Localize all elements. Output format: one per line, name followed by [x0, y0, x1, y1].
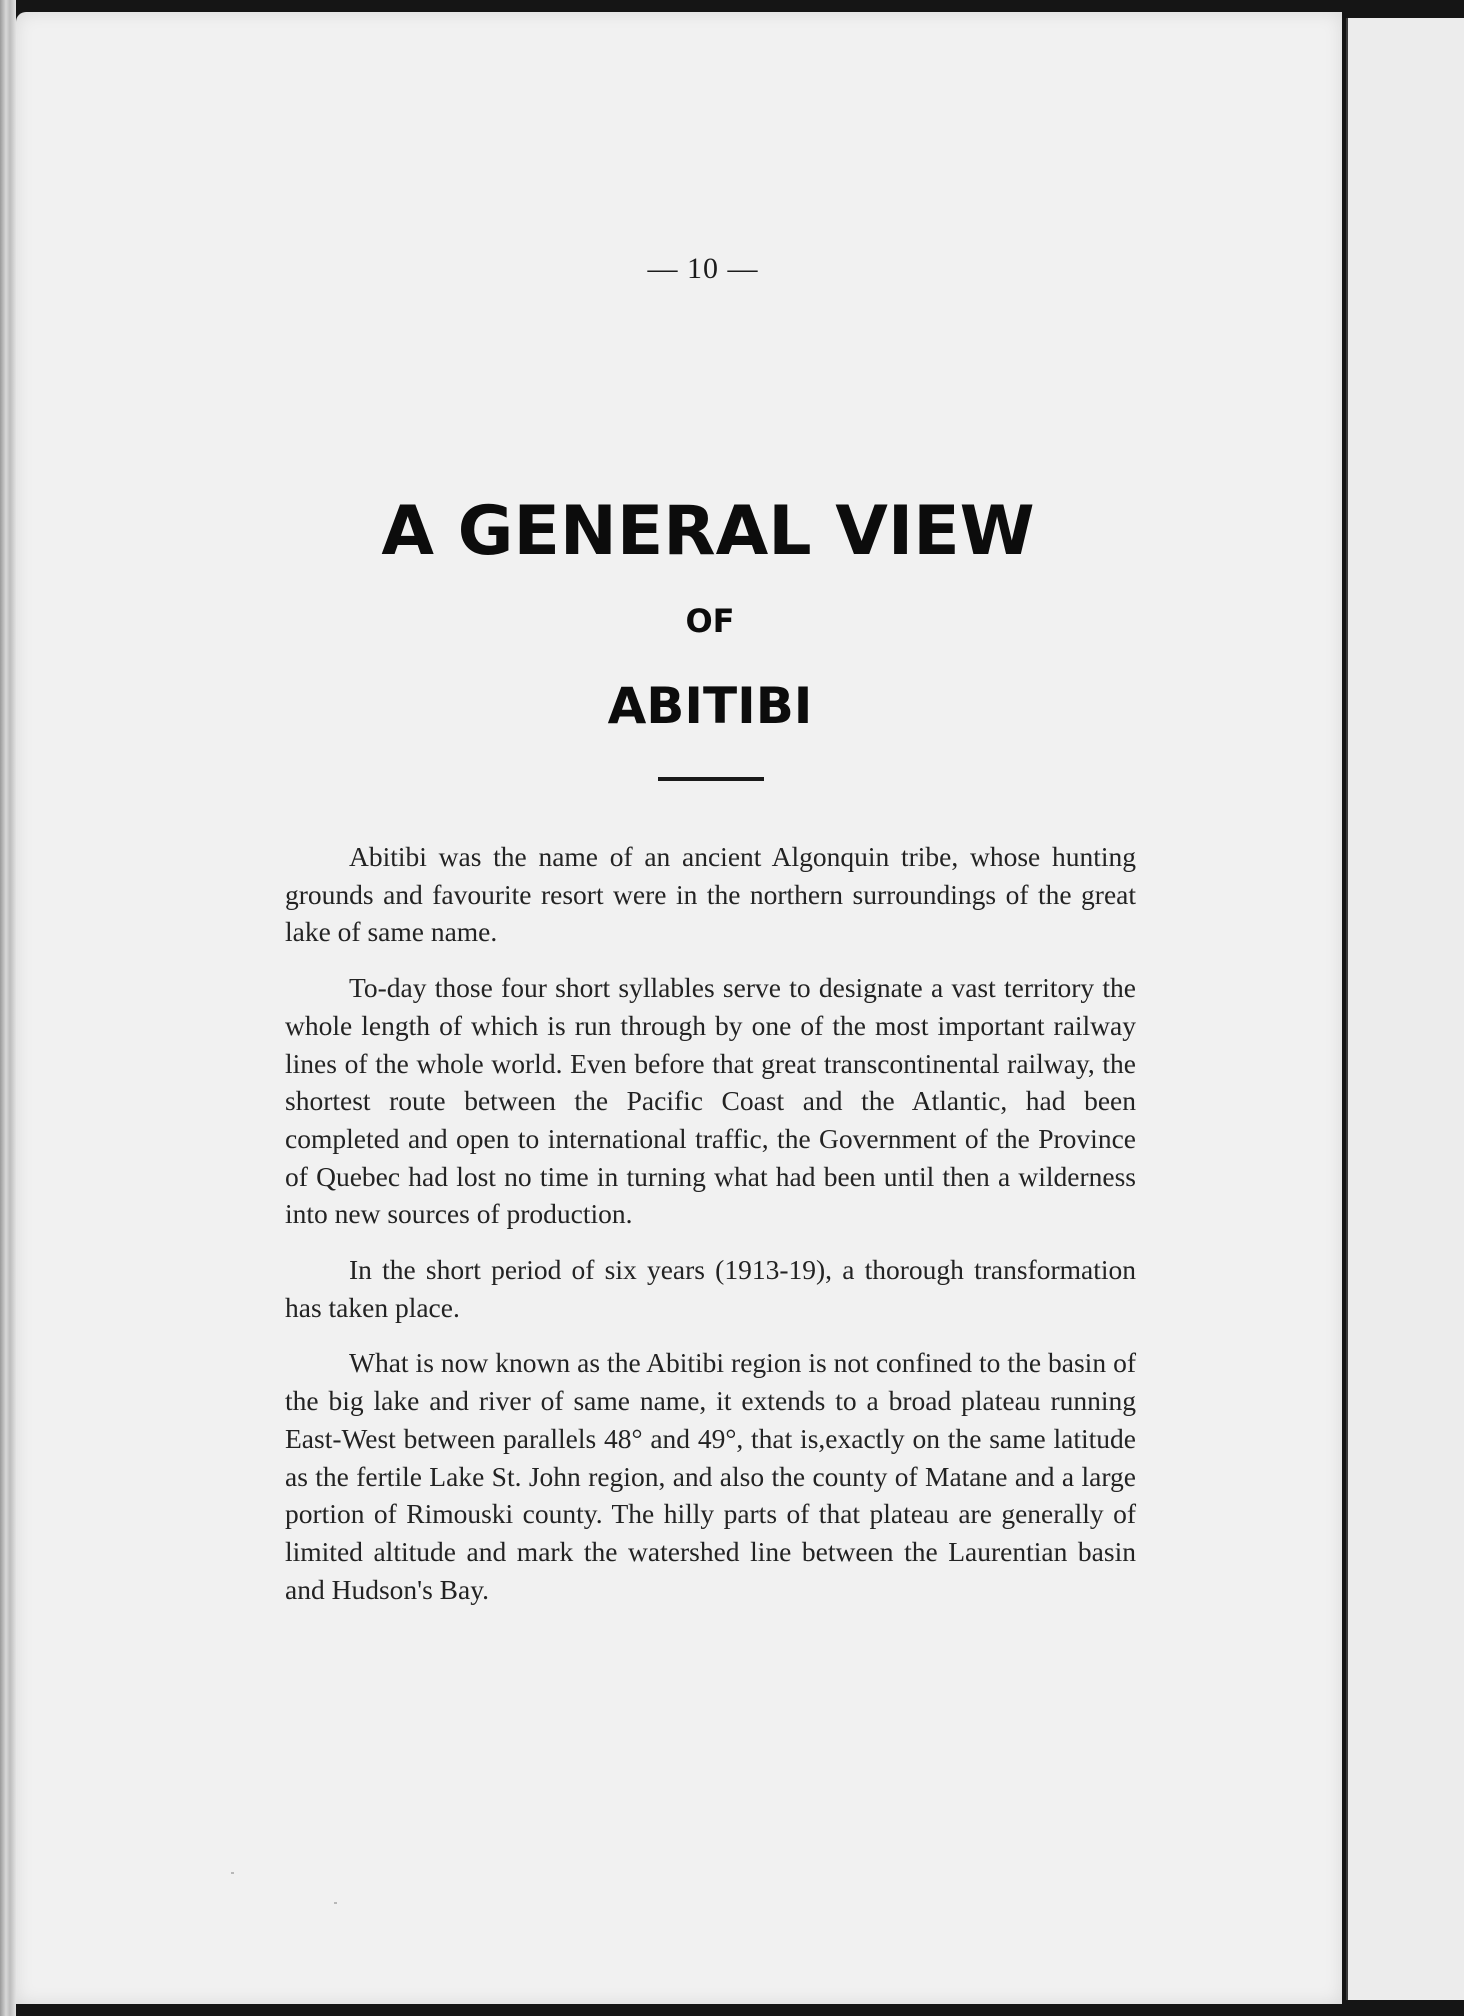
paragraph: To-day those four short syllables serve to designate a vast territory the whole length of which is run through by one of the most important railway lines of the whole world. Even before that great transcontinental railway, the shortest route between the Pacific Coast and the Atlantic, had been completed and open to international traffic, the Government of the Province of Quebec had lost no time in turning what had been until then a wilderness into new sources of production. [285, 972, 1136, 1230]
paragraph: What is now known as the Abitibi region is not confined to the basin of the big lake and river of same name, it extends to a broad plateau running East-West between parallels 48° and 49°, that is,exactly on the same latitude as the fertile Lake St. John region, and also the county of Matane and a large portion of Rimouski county. The hilly parts of that plateau are generally of limited altitude and mark the watershed line between the Laurentian basin and Hudson's Bay. [285, 1347, 1136, 1605]
adjacent-page-edge [1346, 18, 1464, 2000]
book-binding-edge [0, 0, 16, 2016]
page-title: A GENERAL VIEW [381, 492, 1035, 571]
paragraph: In the short period of six years (1913-19), a thorough transformation has taken place. [285, 1254, 1136, 1323]
page-title-connector: OF [685, 602, 735, 640]
paragraph: Abitibi was the name of an ancient Algonquin tribe, whose hunting grounds and favourite resort were in the northern surroundings of the great lake of same name. [285, 841, 1136, 948]
page-title-subject: ABITIBI [607, 677, 813, 735]
page-number: — 10 — [647, 252, 759, 285]
paper-speck [231, 1872, 234, 1874]
paper-speck [334, 1902, 337, 1904]
body-text [285, 838, 1136, 1626]
book-page [16, 12, 1342, 2004]
title-divider-rule [658, 777, 764, 781]
